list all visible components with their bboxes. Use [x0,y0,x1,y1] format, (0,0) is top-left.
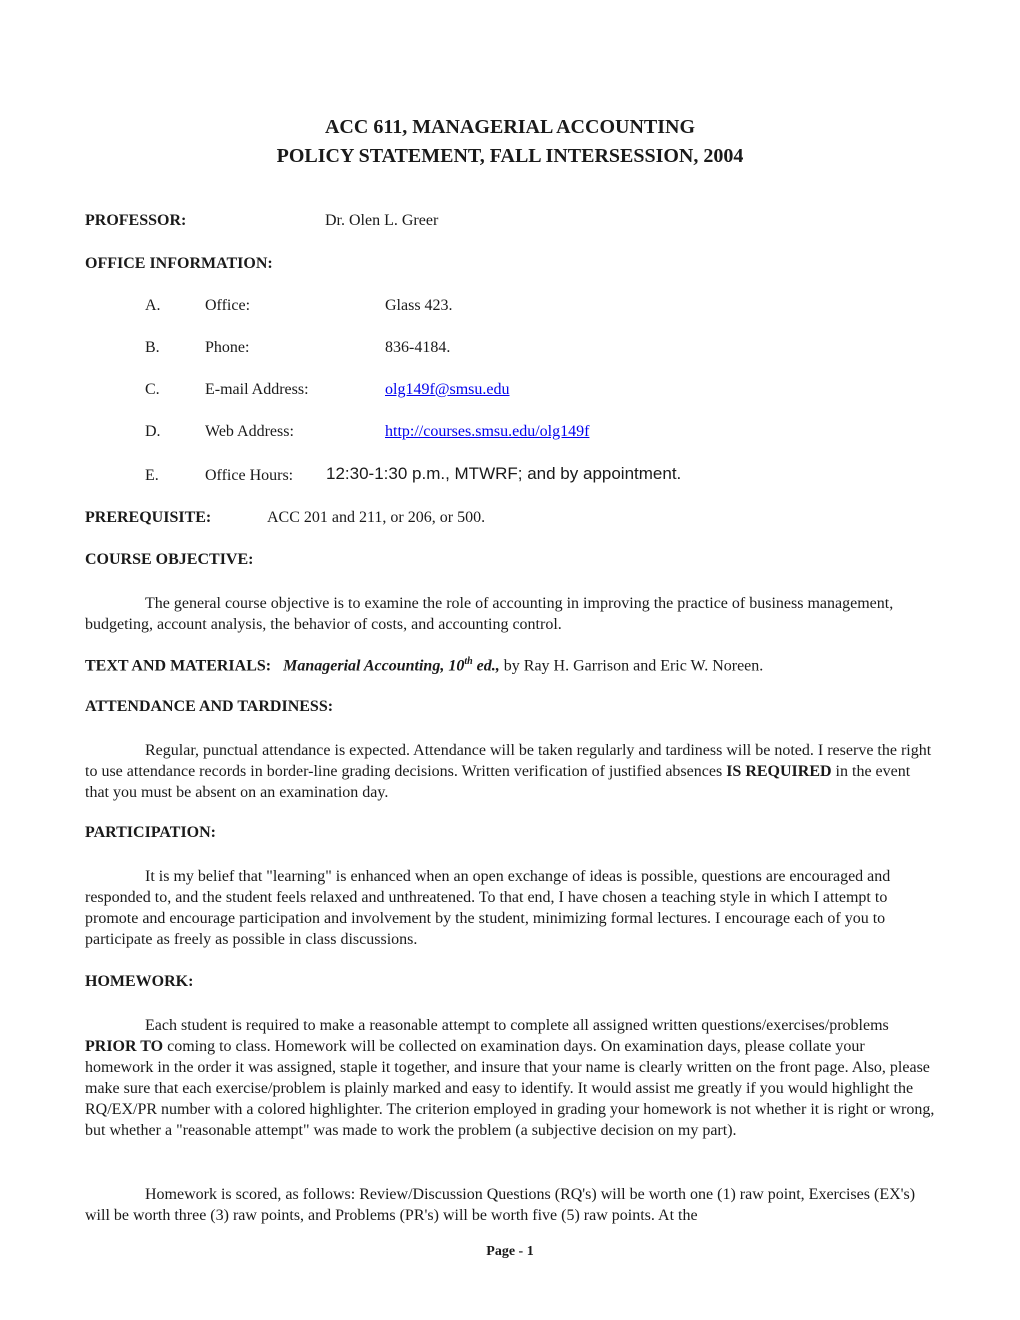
office-item-label: Office Hours: [205,467,294,484]
web-address-link[interactable]: http://courses.smsu.edu/olg149f [385,423,590,440]
page-number: Page - 1 [486,1244,534,1259]
course-objective-heading: COURSE OBJECTIVE: [85,551,254,568]
office-item-label: Web Address: [205,423,294,440]
text-materials-line [85,656,763,675]
document-title-line2: POLICY STATEMENT, FALL INTERSESSION, 2004 [276,145,744,167]
textbook-authors: by Ray H. Garrison and Eric W. Noreen. [503,657,764,675]
homework-text: Each student is required to make a reasonable attempt to complete all assigned written questions/exercises/problems [145,1017,889,1034]
professor-label: PROFESSOR: [85,212,187,229]
attendance-heading: ATTENDANCE AND TARDINESS: [85,698,334,715]
course-objective-text: The general course objective is to examine the role of accounting in improving the practice of business management, budgeting, account analysis, the behavior of costs, and accounting control. [85,595,894,633]
textbook-edition-superscript: th [464,656,473,667]
participation-text: It is my belief that "learning" is enhanced when an open exchange of ideas is possible, questions are encouraged and responded to, and the student feels relaxed and unthreatened. To that end, I have chosen a teaching style in which I attempt to promote and encourage participation and involvement by the student, minimizing formal lectures. I encourage each of you to participate as freely as possible in class discussions. [85,868,891,948]
professor-name: Dr. Olen L. Greer [325,212,439,229]
textbook-edition: ed., [472,657,500,675]
course-objective-paragraph [85,593,935,635]
homework-paragraph-1 [85,1015,935,1141]
office-item-label: Office: [205,297,251,314]
textbook-title: Managerial Accounting, 10 [283,657,465,675]
homework-emphasis: PRIOR TO [85,1038,164,1055]
homework-paragraph-2 [85,1184,935,1226]
participation-heading: PARTICIPATION: [85,824,216,841]
homework-scoring-text: Homework is scored, as follows: Review/Discussion Questions (RQ's) will be worth one (1) raw point, Exercises (EX's) will be worth three (3) raw points, and Problems (PR's) will be worth five (5) raw points. At the [85,1186,916,1224]
office-item-letter: A. [145,297,161,314]
office-item-letter: B. [145,339,160,356]
office-item-letter: E. [145,467,159,484]
prerequisite-label: PREREQUISITE: [85,509,212,526]
attendance-text-end: in the event that you must be absent on an examination day. [85,763,911,801]
attendance-emphasis: IS REQUIRED [726,763,832,780]
office-hours-value: 12:30-1:30 p.m., MTWRF; and by appointment. [326,464,682,483]
text-materials-label: TEXT AND MATERIALS: [85,657,272,675]
office-item-letter: D. [145,423,161,440]
prerequisite-value: ACC 201 and 211, or 206, or 500. [267,509,486,526]
attendance-text: Regular, punctual attendance is expected. Attendance will be taken regularly and tardiness will be noted. I reserve the right to use attendance records in border-line grading decisions. Written verification of justified absences [85,742,932,780]
homework-text-rest: coming to class. Homework will be collected on examination days. On examination days, please collate your homework in the order it was assigned, staple it together, and insure that your name is clearly written on the front page. Also, please make sure that each exercise/problem is plainly marked and easy to identify. It would assist me greatly if you would highlight the RQ/EX/PR number with a colored highlighter. The criterion employed in grading your homework is not whether it is right or wrong, but whether a "reasonable attempt" was made to work the problem (a subjective decision on my part). [85,1038,935,1139]
email-link[interactable]: olg149f@smsu.edu [385,381,510,398]
homework-heading: HOMEWORK: [85,973,194,990]
phone-value: 836-4184. [385,339,451,356]
office-item-label: E-mail Address: [205,381,309,398]
document-title-line1: ACC 611, MANAGERIAL ACCOUNTING [324,116,696,138]
office-item-letter: C. [145,381,160,398]
attendance-paragraph [85,740,935,803]
participation-paragraph [85,866,935,950]
office-location-value: Glass 423. [385,297,453,314]
office-item-label: Phone: [205,339,250,356]
office-information-heading: OFFICE INFORMATION: [85,255,273,272]
